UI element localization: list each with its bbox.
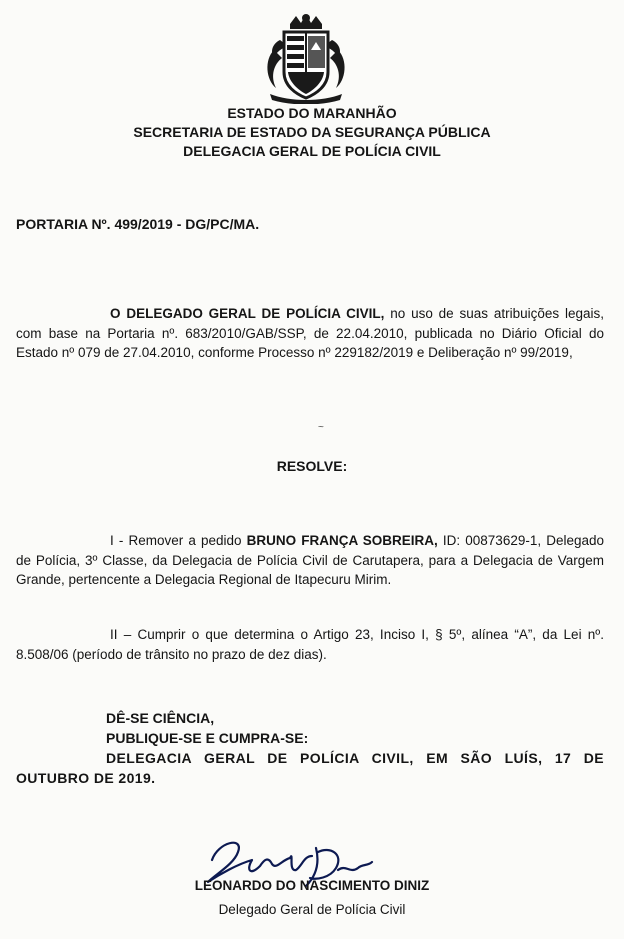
article-one xyxy=(16,531,604,590)
article-two: II – Cumprir o que determina o Artigo 23, Inciso I, § 5º, alínea “A”, da Lei nº. 8.508/06 (período de trânsito no prazo de dez dias). xyxy=(16,627,604,662)
closing-line-3: DELEGACIA GERAL DE POLÍCIA CIVIL, EM SÃO LUÍS, 17 DE OUTUBRO DE 2019. xyxy=(16,750,604,786)
signatory-name: LEONARDO DO NASCIMENTO DINIZ xyxy=(194,878,430,893)
ordinance-number: PORTARIA Nº. 499/2019 - DG/PC/MA. xyxy=(16,216,260,232)
signatory-role: Delegado Geral de Polícia Civil xyxy=(218,902,406,917)
state-coat-of-arms-icon xyxy=(260,10,352,104)
header-secretariat: SECRETARIA DE ESTADO DA SEGURANÇA PÚBLICA xyxy=(133,124,491,140)
header-department: DELEGACIA GERAL DE POLÍCIA CIVIL xyxy=(183,143,441,159)
closing-block xyxy=(16,708,604,788)
resolve-heading: RESOLVE: xyxy=(276,458,348,474)
stray-mark: ~ xyxy=(318,422,324,433)
intro-authority: O DELEGADO GERAL DE POLÍCIA CIVIL, xyxy=(110,306,385,321)
article-one-name: BRUNO FRANÇA SOBREIRA, xyxy=(246,533,438,548)
article-one-prefix: I - Remover a pedido xyxy=(110,533,247,548)
header-state: ESTADO DO MARANHÃO xyxy=(227,105,397,121)
document-header xyxy=(0,104,624,161)
article-one-text: ID: 00873629-1, Delegado de Polícia, 3º Classe, da Delegacia de Polícia Civil de Carutapera, para a Delegacia de Vargem Grande, pertencente a Delegacia Regional de Itapecuru Mirim. xyxy=(16,533,604,587)
intro-text: no uso de suas atribuições legais, com base na Portaria nº. 683/2010/GAB/SSP, de 22.04.2010, publicada no Diário Oficial do Estado nº 079 de 27.04.2010, conforme Processo nº 229182/2019 e Deliberação nº 99/2019, xyxy=(16,306,604,360)
closing-line-2: PUBLIQUE-SE E CUMPRA-SE: xyxy=(106,730,309,746)
intro-paragraph xyxy=(16,304,604,363)
closing-line-1: DÊ-SE CIÊNCIA, xyxy=(106,710,215,726)
